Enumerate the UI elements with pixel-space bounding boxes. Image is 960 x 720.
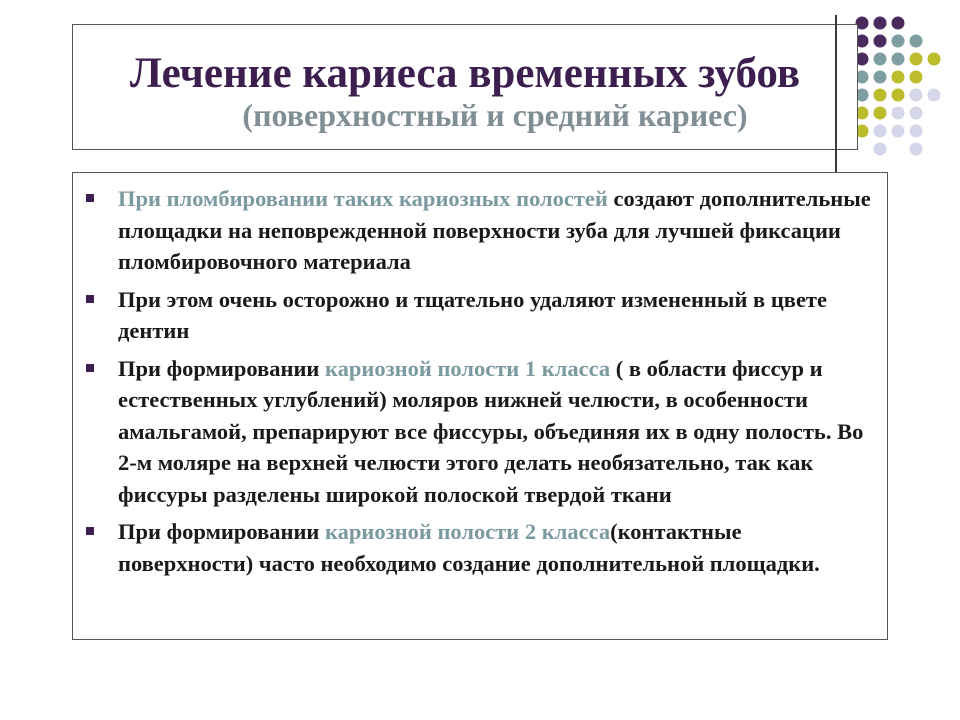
content-box — [72, 172, 888, 640]
bullet-text: (контактные поверхности) часто необходимо создание дополнительной площадки. — [118, 519, 820, 576]
dot — [874, 35, 887, 48]
square-bullet-icon — [86, 194, 94, 202]
bullet-text: При формировании — [118, 519, 326, 544]
dot — [928, 53, 941, 66]
dot — [910, 125, 923, 138]
dot — [892, 35, 905, 48]
bullet-item — [73, 516, 887, 579]
highlighted-text: кариозной полости 2 класса — [325, 519, 611, 544]
dot — [910, 107, 923, 120]
dot — [874, 53, 887, 66]
title-box — [72, 24, 858, 150]
dot — [874, 71, 887, 84]
dot — [910, 143, 923, 156]
bullet-item — [73, 183, 887, 278]
bullet-item — [73, 284, 887, 347]
bullet-text: При формировании — [118, 355, 326, 381]
dot — [892, 71, 905, 84]
dot — [910, 53, 923, 66]
square-bullet-icon — [86, 527, 94, 535]
highlighted-text: При пломбировании таких кариозных полостей — [118, 186, 608, 211]
dot — [874, 17, 887, 30]
square-bullet-icon — [86, 295, 94, 303]
dot — [874, 143, 887, 156]
dot — [892, 17, 905, 30]
dot — [892, 89, 905, 102]
dot — [892, 107, 905, 120]
bullet-item — [73, 353, 887, 511]
bullet-text: создают дополнительные площадки на неповрежденной поверхности зуба для лучшей фиксации пломбировочного материала — [118, 186, 871, 274]
bullet-list — [73, 183, 887, 585]
decorative-vertical-line — [835, 15, 837, 175]
dot — [910, 35, 923, 48]
highlighted-text: кариозной полости 1 класса — [325, 355, 611, 381]
slide-title: Лечение кариеса временных зубов — [129, 50, 801, 97]
dot — [928, 89, 941, 102]
dot — [910, 71, 923, 84]
dot — [892, 125, 905, 138]
square-bullet-icon — [86, 364, 94, 372]
bullet-text: ( в области фиссур и естественных углублений) моляров нижней челюсти, в особенности амальгамой, препарируют все фиссуры, объединяя их в одну полость. Во 2-м моляре на верхней челюсти этого делать необязательно, так как фиссуры разделены широкой полоской твердой ткани — [118, 355, 864, 507]
bullet-text: При этом очень осторожно и тщательно удаляют измененный в цвете дентин — [118, 286, 827, 343]
dot — [892, 53, 905, 66]
dot — [910, 89, 923, 102]
slide-subtitle: (поверхностный и средний кариес) — [242, 97, 748, 133]
